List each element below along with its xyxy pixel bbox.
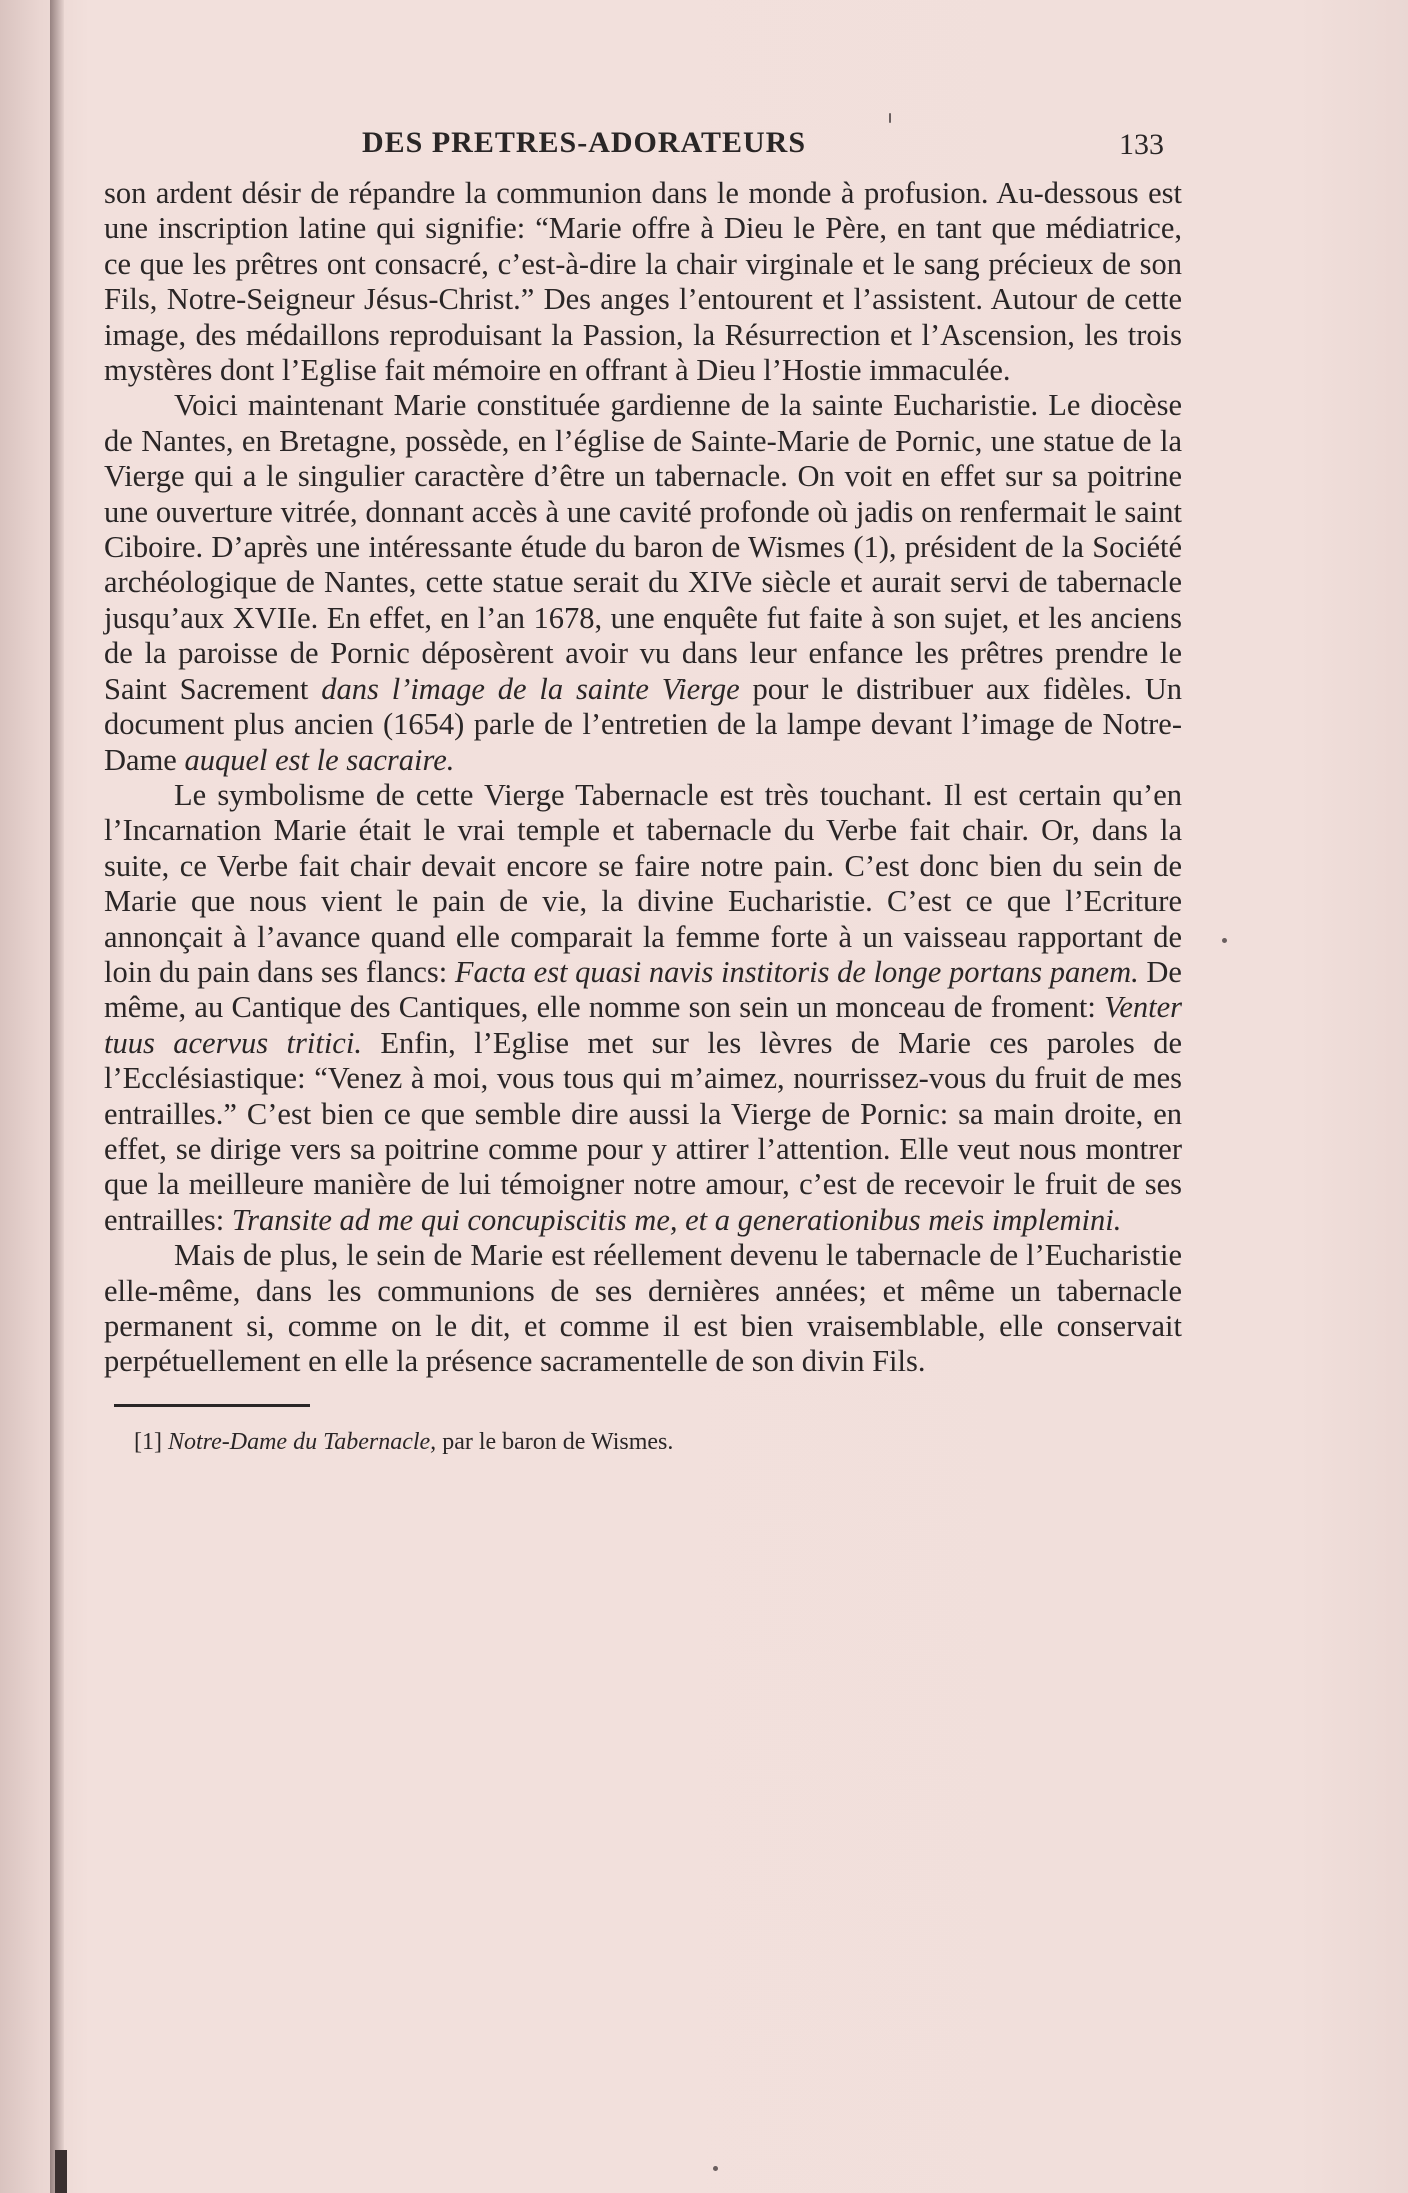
text-passage: Voici maintenant Marie constituée gardienne de la sainte Eucharistie. Le diocèse de Nantes, en Bretagne, possède, en l’église de Sainte-Marie de Pornic, une statue de la Vierge qui a le singulier caractère d’être un tabernacle. On voit en effet sur sa poitrine une ouverture vitrée, donnant accès à une cavité profonde où jadis on renfermait le saint Ciboire. D’après une intéressante étude du baron de Wismes (1), président de la Société archéologique de Nantes, cette statue serait du XIVe siècle et aurait servi de tabernacle jusqu’aux XVIIe. En effet, en l’an 1678, une enquête fut faite à son sujet, et les anciens de la paroisse de Pornic déposèrent avoir vu dans leur enfance les prêtres prendre le Saint Sacrement <box>104 388 1182 706</box>
footnote-title: Notre-Dame du Tabernacle, <box>167 1428 437 1455</box>
paragraph <box>104 388 1182 777</box>
speck <box>889 113 891 123</box>
italic-passage: Transite ad me qui concupiscitis me, et a generationibus meis implemini. <box>231 1202 1122 1237</box>
text-passage: De même, au Cantique des Cantiques, elle nomme son sein un monceau de froment: <box>104 954 1182 1025</box>
text-passage: Le symbolisme de cette Vierge Tabernacle est très touchant. Il est certain qu’en l’Incarnation Marie était le vrai temple et tabernacle du Verbe fait chair. Or, dans la suite, ce Verbe fait chair devait encore se faire notre pain. C’est donc bien du sein de Marie que nous vient le pain de vie, la divine Eucharistie. C’est ce que l’Ecriture annonçait à l’avance quand elle comparait la femme forte à un vaisseau rapportant de loin du pain dans ses flancs: <box>104 777 1182 989</box>
italic-passage: Venter tuus acervus tritici. <box>104 990 1182 1060</box>
footnote-rule <box>114 1404 310 1407</box>
text-passage: son ardent désir de répandre la communion dans le monde à profusion. Au-dessous est une inscription latine qui signifie: “Marie offre à Dieu le Père, en tant que médiatrice, ce que les prêtres ont consacré, c’est-à-dire la chair virginale et le sang précieux de son Fils, Notre-Seigneur Jésus-Christ.” Des anges l’entourent et l’assistent. Autour de cette image, des médaillons reproduisant la Passion, la Résurrection et l’Ascension, les trois mystères dont l’Eglise fait mémoire en offrant à Dieu l’Hostie immaculée. <box>104 176 1182 388</box>
text-passage: Mais de plus, le sein de Marie est réellement devenu le tabernacle de l’Eucharistie elle-même, dans les communions de ses dernières années; et même un tabernacle permanent si, comme on le dit, et comme il est bien vraisemblable, elle conservait perpétuellement en elle la présence sacramentelle de son divin Fils. <box>104 1238 1182 1379</box>
paragraph <box>104 176 1182 388</box>
text-passage: pour le distribuer aux fidèles. Un document plus ancien (1654) parle de l’entretien de la lampe devant l’image de Notre-Dame <box>104 671 1182 777</box>
speck <box>1222 938 1227 943</box>
italic-passage: Facta est quasi navis institoris de longe portans panem. <box>454 954 1139 989</box>
italic-passage: auquel est le sacraire. <box>184 742 455 777</box>
book-page <box>104 126 1182 1456</box>
italic-passage: dans l’image de la sainte Vierge <box>321 671 740 706</box>
speck <box>713 2166 718 2171</box>
running-head <box>104 126 1182 176</box>
footnote-text: par le baron de Wismes. <box>436 1428 674 1455</box>
footnote-marker: [1] <box>134 1428 162 1455</box>
running-title: DES PRETRES-ADORATEURS <box>362 126 807 159</box>
paragraph <box>104 778 1182 1238</box>
page-number: 133 <box>1119 128 1164 161</box>
book-gutter-edge <box>55 2150 67 2193</box>
text-passage: Enfin, l’Eglise met sur les lèvres de Marie ces paroles de l’Ecclésiastique: “Venez à moi, vous tous qui m’aimez, nourrissez-vous du fruit de mes entrailles.” C’est bien ce que semble dire aussi la Vierge de Pornic: sa main droite, en effet, se dirige vers sa poitrine comme pour y attirer l’attention. Elle veut nous montrer que la meilleure manière de lui témoigner notre amour, c’est de recevoir le fruit de ses entrailles: <box>104 1025 1182 1237</box>
book-gutter-shadow <box>50 0 64 2193</box>
footnote <box>134 1429 1182 1456</box>
paragraph <box>104 1238 1182 1380</box>
body-text <box>104 176 1182 1380</box>
